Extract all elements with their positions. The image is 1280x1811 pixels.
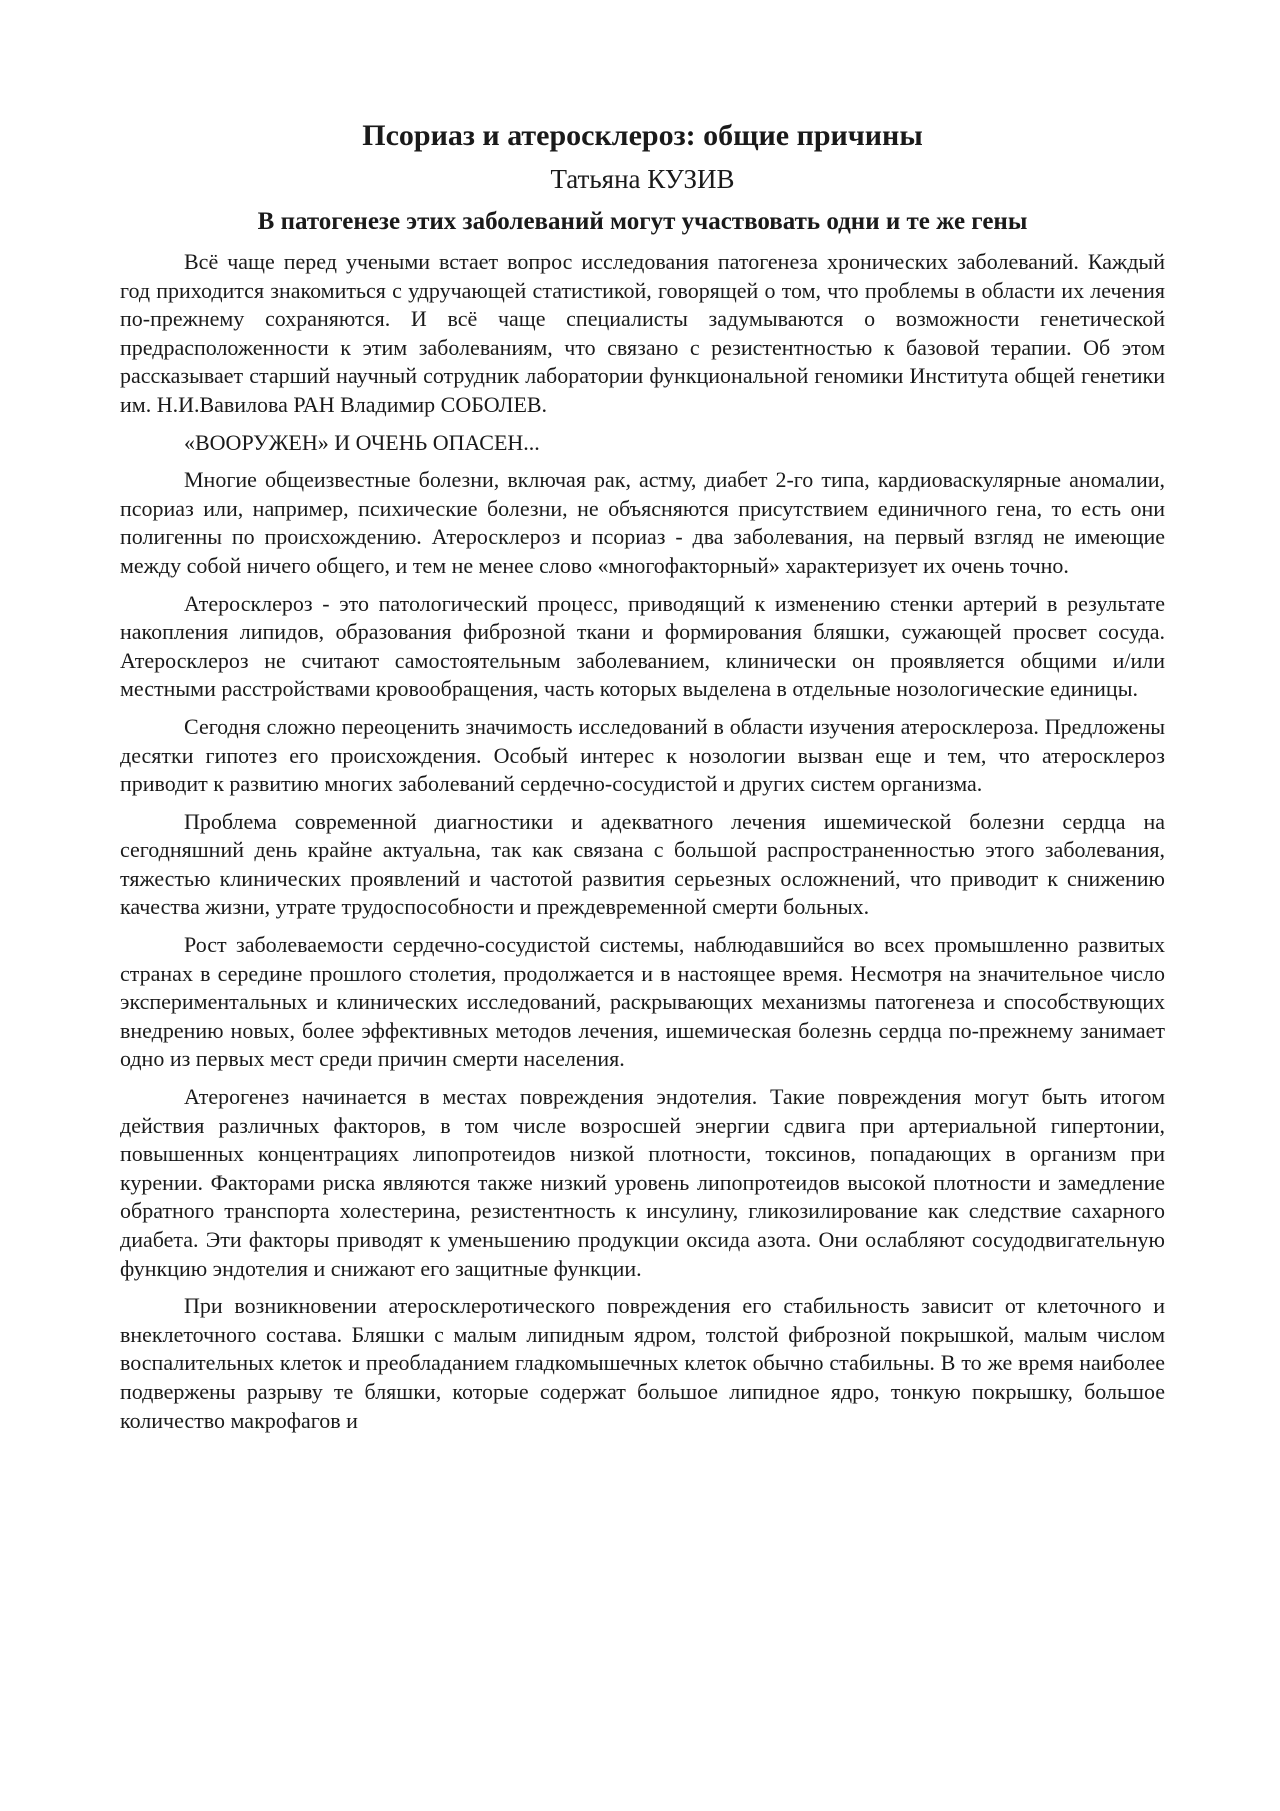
body-paragraph: Атерогенез начинается в местах повреждения эндотелия. Такие повреждения могут быть итогом действия различных факторов, в том числе возросшей энергии сдвига при артериальной гипертонии, повышенных концентрациях липопротеидов низкой плотности, токсинов, попадающих в организм при курении. Факторами риска являются также низкий уровень липопротеидов высокой плотности и замедление обратного транспорта холестерина, резистентность к инсулину, гликозилирование как следствие сахарного диабета. Эти факторы приводят к уменьшению продукции оксида азота. Они ослабляют сосудодвигательную функцию эндотелия и снижают его защитные функции. <box>120 1084 1165 1281</box>
article-author: Татьяна КУЗИВ <box>550 164 735 194</box>
body-paragraph: Атеросклероз - это патологический процесс, приводящий к изменению стенки артерий в результате накопления липидов, образования фиброзной ткани и формирования бляшки, сужающей просвет сосуда. Атеросклероз не считают самостоятельным заболеванием, клинически он проявляется общими и/или местными расстройствами кровообращения, часть которых выделена в отдельные нозологические единицы. <box>120 590 1165 702</box>
section-heading: «ВООРУЖЕН» И ОЧЕНЬ ОПАСЕН... <box>184 429 540 455</box>
body-paragraph: Сегодня сложно переоценить значимость исследований в области изучения атеросклероза. Предложены десятки гипотез его происхождения. Особый интерес к нозологии вызван еще и тем, что атеросклероз приводит к развитию многих заболеваний сердечно-сосудистой и других систем организма. <box>120 713 1165 797</box>
body-paragraph: Многие общеизвестные болезни, включая рак, астму, диабет 2-го типа, кардиоваскулярные аномалии, псориаз или, например, психические болезни, не объясняются присутствием единичного гена, то есть они полигенны по происхождению. Атеросклероз и псориаз - два заболевания, на первый взгляд не имеющие между собой ничего общего, и тем не менее слово «многофакторный» характеризует их очень точно. <box>120 467 1165 578</box>
body-paragraph: Рост заболеваемости сердечно-сосудистой системы, наблюдавшийся во всех промышленно развитых странах в середине прошлого столетия, продолжается и в настоящее время. Несмотря на значительное число экспериментальных и клинических исследований, раскрывающих механизмы патогенеза и способствующих внедрению новых, более эффективных методов лечения, ишемическая болезнь сердца по-прежнему занимает одно из первых мест среди причин смерти населения. <box>120 932 1165 1072</box>
body-paragraph: При возникновении атеросклеротического повреждения его стабильность зависит от клеточного и внеклеточного состава. Бляшки с малым липидным ядром, толстой фиброзной покрышкой, малым числом воспалительных клеток и преобладанием гладкомышечных клеток обычно стабильны. В то же время наиболее подвержены разрыву те бляшки, которые содержат большое липидное ядро, тонкую покрышку, большое количество макрофагов и <box>120 1293 1165 1433</box>
intro-paragraph: Всё чаще перед учеными встает вопрос исследования патогенеза хронических заболеваний. Каждый год приходится знакомиться с удручающей статистикой, говорящей о том, что проблемы в области их лечения по-прежнему сохраняются. И всё чаще специалисты задумываются о возможности генетической предрасположенности к этим заболеваниям, что связано с резистентностью к базовой терапии. Об этом рассказывает старший научный сотрудник лаборатории функциональной геномики Института общей генетики им. Н.И.Вавилова РАН Владимир СОБОЛЕВ. <box>120 249 1165 417</box>
body-paragraph: Проблема современной диагностики и адекватного лечения ишемической болезни сердца на сегодняшний день крайне актуальна, так как связана с большой распространенностью этого заболевания, тяжестью клинических проявлений и частотой развития серьезных осложнений, что приводит к снижению качества жизни, утрате трудоспособности и преждевременной смерти больных. <box>120 808 1165 920</box>
article-subtitle: В патогенезе этих заболеваний могут участвовать одни и те же гены <box>257 208 1028 235</box>
article-title: Псориаз и атеросклероз: общие причины <box>362 119 923 152</box>
document-page <box>120 118 1165 1444</box>
